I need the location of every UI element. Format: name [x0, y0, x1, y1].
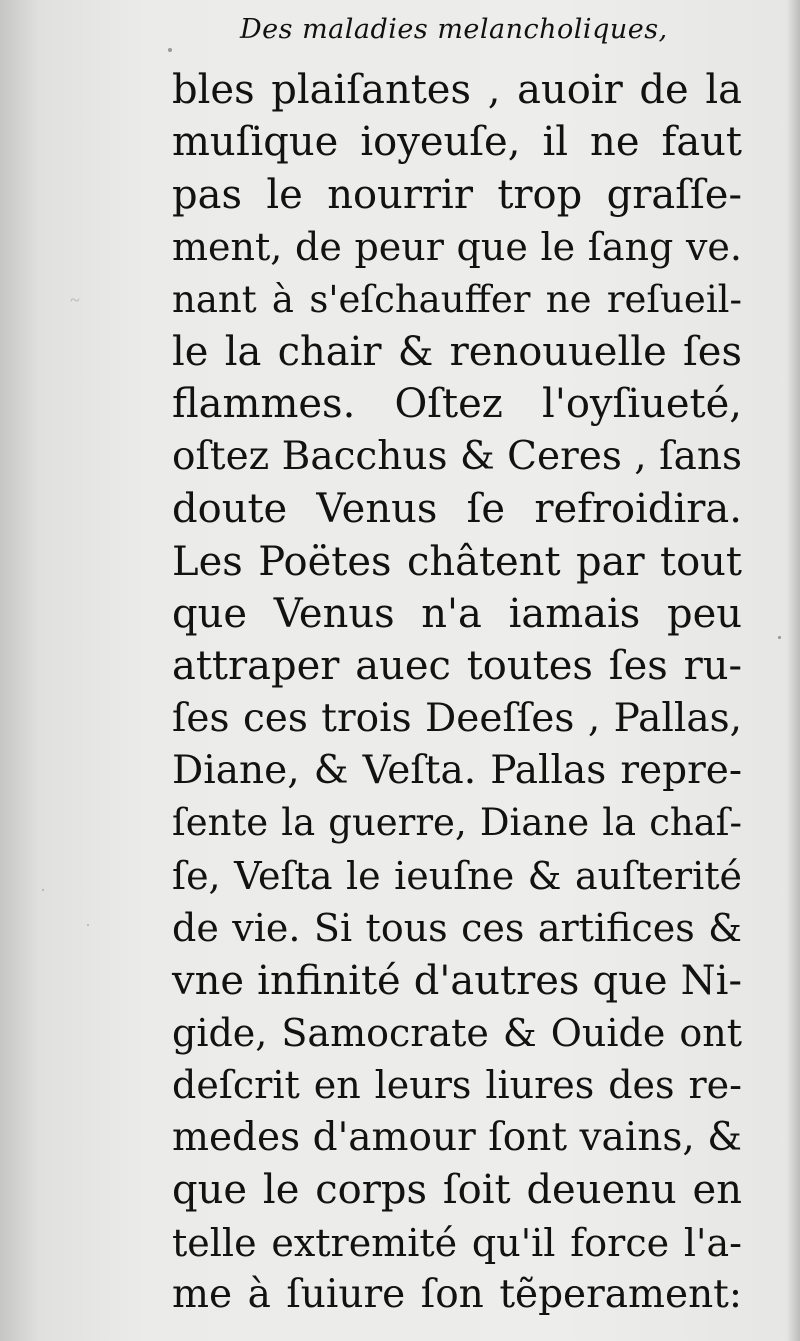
text-line: bles plaiſantes , auoir de la: [172, 67, 742, 113]
text-line: gide, Samocrate & Ouide ont: [172, 1011, 742, 1056]
text-line: Les Poëtes châtent par tout: [172, 538, 742, 585]
page-edge-shadow: [786, 0, 800, 1341]
text-line: de vie. Si tous ces artifices &: [172, 906, 742, 951]
text-line: oſtez Bacchus & Ceres , ſans: [172, 433, 742, 479]
text-line: vne infinité d'autres que Ni-: [172, 957, 742, 1004]
text-line: me à ſuiure ſon tẽperament:: [172, 1271, 742, 1317]
text-line: doute Venus ſe refroidira.: [172, 486, 742, 533]
text-line: ſente la guerre, Diane la chaſ-: [172, 801, 742, 845]
text-line: pas le nourrir trop graſſe-: [172, 171, 742, 218]
running-head: Des maladies melancholiques,: [240, 14, 668, 45]
text-line: flammes. Oſtez l'oyſiueté,: [172, 381, 742, 428]
show-through-mark: ~: [70, 290, 80, 310]
text-line: medes d'amour ſont vains, &: [172, 1114, 742, 1160]
text-line: deſcrit en leurs liures des re-: [172, 1063, 742, 1108]
show-through-mark: ·: [85, 915, 91, 935]
text-line: attraper auec toutes ſes ru-: [172, 643, 742, 690]
text-line: nant à s'eſchauffer ne reſueil-: [172, 277, 742, 321]
text-line: que le corps ſoit deuenu en: [172, 1167, 742, 1214]
text-line: le la chair & renouuelle ſes: [172, 328, 742, 375]
text-line: Diane, & Veſta. Pallas repre-: [172, 748, 742, 794]
ink-speck: [778, 636, 781, 639]
text-line: muſique ioyeuſe, il ne faut: [172, 119, 742, 166]
text-line: ment, de peur que le ſang ve.: [172, 225, 742, 270]
ink-speck: [168, 48, 172, 52]
gutter-shadow: [0, 0, 40, 1341]
text-line: ſe, Veſta le ieuſne & auſterité: [172, 853, 742, 898]
body-text: [172, 64, 742, 1321]
text-line: ſes ces trois Deeſſes , Pallas,: [172, 695, 742, 741]
show-through-mark: ·: [40, 880, 46, 900]
text-line: que Venus n'a iamais peu: [172, 590, 742, 637]
text-line: telle extremité qu'il force l'a-: [172, 1220, 742, 1265]
